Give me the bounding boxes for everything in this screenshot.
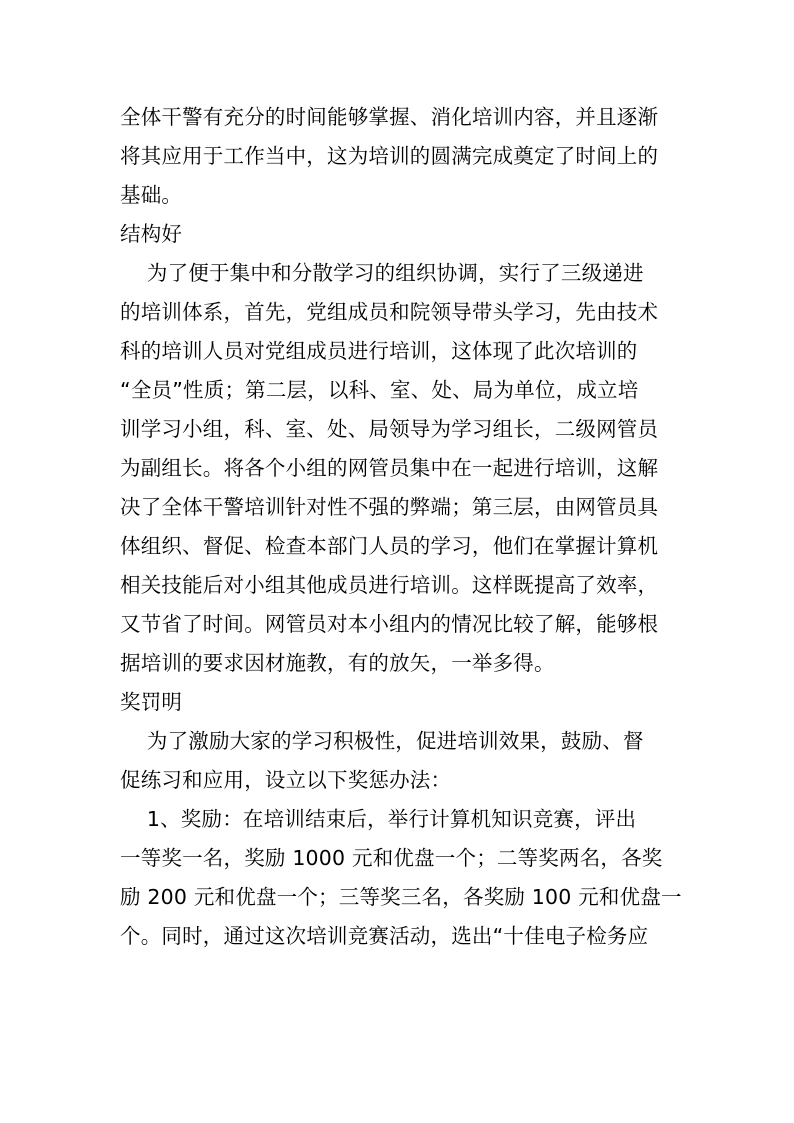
text-line: 为了便于集中和分散学习的组织协调，实行了三级递进 xyxy=(120,261,644,285)
text-line: 为副组长。将各个小组的网管员集中在一起进行培训，这解 xyxy=(120,456,659,480)
text-line: 将其应用于工作当中，这为培训的圆满完成奠定了时间上的 xyxy=(120,144,659,168)
text-line: 的培训体系，首先，党组成员和院领导带头学习，先由技术 xyxy=(120,300,659,324)
text-line: 决了全体干警培训针对性不强的弊端；第三层，由网管员具 xyxy=(120,495,659,519)
text-line: 促练习和应用，设立以下奖惩办法： xyxy=(120,768,452,792)
text-line: 全体干警有充分的时间能够掌握、消化培训内容，并且逐渐 xyxy=(120,105,659,129)
text-line: 励 200 元和优盘一个；三等奖三名，各奖励 100 元和优盘一 xyxy=(120,885,682,909)
text-line: 体组织、督促、检查本部门人员的学习，他们在掌握计算机 xyxy=(120,534,659,558)
text-line: 一等奖一名，奖励 1000 元和优盘一个；二等奖两名，各奖 xyxy=(120,846,663,870)
text-line: 个。同时，通过这次培训竞赛活动，选出“十佳电子检务应 xyxy=(120,924,649,948)
text-line: 据培训的要求因材施教，有的放矢，一举多得。 xyxy=(120,651,555,675)
section-heading-rewards: 奖罚明 xyxy=(120,690,183,714)
text-line: 为了激励大家的学习积极性，促进培训效果，鼓励、督 xyxy=(120,729,644,753)
text-line: 训学习小组，科、室、处、局领导为学习组长，二级网管员 xyxy=(120,417,659,441)
text-line: 相关技能后对小组其他成员进行培训。这样既提高了效率， xyxy=(120,573,659,597)
text-line: 基础。 xyxy=(120,183,183,207)
text-line: “全员”性质；第二层，以科、室、处、局为单位，成立培 xyxy=(120,378,639,402)
section-heading-structure: 结构好 xyxy=(120,222,183,246)
text-line: 1、奖励：在培训结束后，举行计算机知识竞赛，评出 xyxy=(120,807,637,831)
text-line: 科的培训人员对党组成员进行培训，这体现了此次培训的 xyxy=(120,339,638,363)
text-line: 又节省了时间。网管员对本小组内的情况比较了解，能够根 xyxy=(120,612,659,636)
document-body xyxy=(120,98,680,956)
